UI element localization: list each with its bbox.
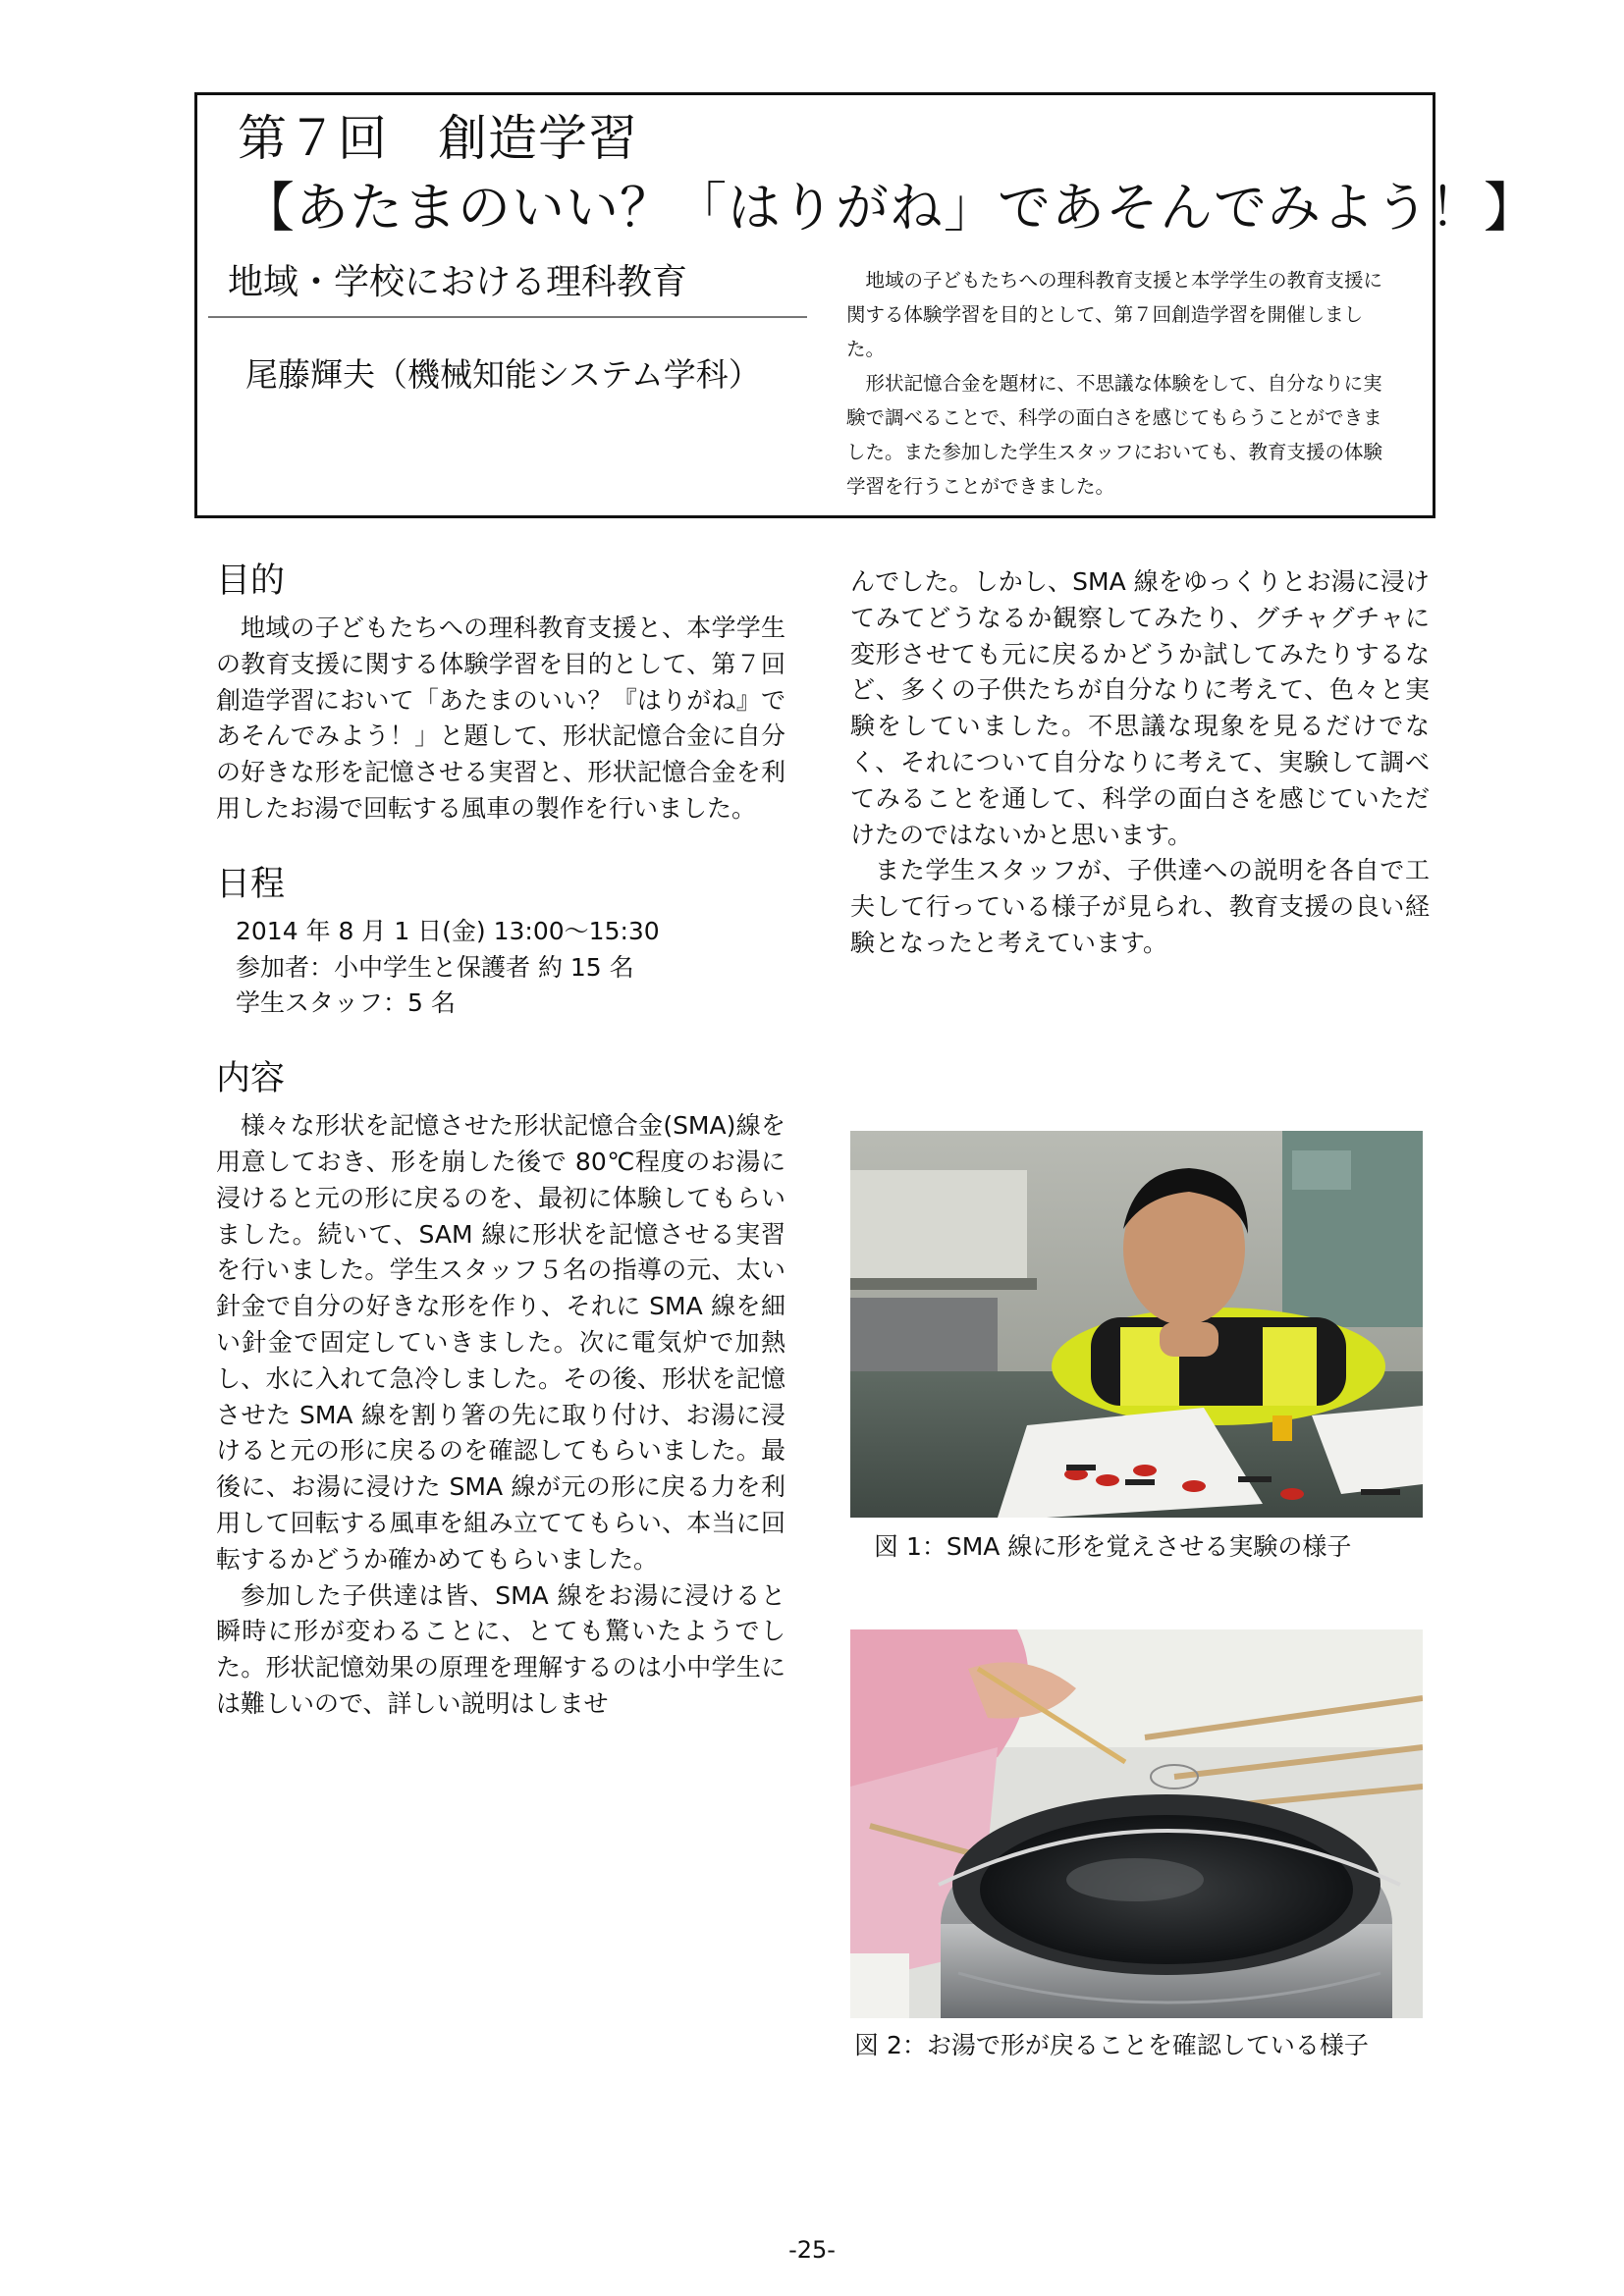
schedule-date: 2014 年 8 月 1 日(金) 13:00～15:30 [236,916,660,945]
author: 尾藤輝夫（機械知能システム学科） [245,355,761,394]
schedule-participants: 参加者：小中学生と保護者 約 15 名 [236,952,634,982]
photo-child-experiment [850,1131,1423,1518]
figure-1-caption: 図 1：SMA 線に形を覚えさせる実験の様子 [874,1532,1352,1561]
photo-hot-water-pot [850,1629,1423,2018]
figure-2-caption: 図 2：お湯で形が戻ることを確認している様子 [854,2031,1369,2059]
page-title-line2: 【あたまのいい？「はりがね」であそんでみよう！】 [242,177,1538,239]
figure-2-photo [850,1629,1423,2018]
section-heading-schedule: 日程 [216,864,286,904]
content-paragraph: 様々な形状を記憶させた形状記憶合金(SMA)線を用意しておき、形を崩した後で 80℃程度のお湯に浸けると元の形に戻るのを、最初に体験してもらいました。続いて、SAM 線に形状を記憶させる実習を行いました。学生スタッフ５名の指導の元、太い針金で自分の好きな形を作り、それに SMA 線を細い針金で固定していきました。次に電気炉で加熱し、水に入れて急冷しました。その後、形状を記憶させた SMA 線を割り箸の先に取り付け、お湯に浸けると元の形に戻るのを確認してもらいました。最後に、お湯に浸けた SMA 線が元の形に戻る力を利用して回転する風車を組み立ててもらい、本当に回転するかどうか確かめてもらいました。 [216,1111,785,1574]
purpose-paragraph: 地域の子どもたちへの理科教育支援と、本学学生の教育支援に関する体験学習を目的として、第７回創造学習において「あたまのいい？『はりがね』であそんでみよう！」と題して、形状記憶合金に自分の好きな形を記憶させる実習と、形状記憶合金を利用したお湯で回転する風車の製作を行いました。 [216,614,785,823]
right-column [850,564,1430,962]
page-title-line1: 第７回 創造学習 [238,110,638,167]
section-heading-content: 内容 [216,1059,286,1099]
figure-1-photo [850,1131,1423,1518]
left-column [216,558,785,1723]
abstract-paragraph: 形状記憶合金を題材に、不思議な体験をして、自分なりに実験で調べることで、科学の面白さを感じてもらうことができました。また参加した学生スタッフにおいても、教育支援の体験学習を行うことができました。 [846,372,1383,498]
content-paragraph: 参加した子供達は皆、SMA 線をお湯に浸けると瞬時に形が変わることに、とても驚いたようでした。形状記憶効果の原理を理解するのは小中学生には難しいので、詳しい説明はしませ [216,1580,785,1718]
content-paragraph-last: また学生スタッフが、子供達への説明を各自で工夫して行っている様子が見られ、教育支援の良い経験となったと考えています。 [850,856,1430,957]
section-heading-purpose: 目的 [216,561,286,601]
schedule-staff: 学生スタッフ：5 名 [236,988,456,1018]
content-body-continued [850,564,1430,962]
content-body [216,1108,785,1723]
subtitle-divider [208,316,807,318]
purpose-body [216,611,785,828]
subtitle: 地域・学校における理科教育 [228,262,688,302]
abstract [846,263,1396,504]
schedule-list [236,914,785,1022]
abstract-paragraph: 地域の子どもたちへの理科教育支援と本学学生の教育支援に関する体験学習を目的として、第７回創造学習を開催しました。 [846,269,1383,360]
page-number: -25- [788,2236,836,2264]
content-continuation: んでした。しかし、SMA 線をゆっくりとお湯に浸けてみてどうなるか観察してみたり、グチャグチャに変形させても元に戻るかどうか試してみたりするなど、多くの子供たちが自分なりに考えて、色々と実験をしていました。不思議な現象を見るだけでなく、それについて自分なりに考えて、実験して調べてみることを通して、科学の面白さを感じていただけたのではないかと思います。 [850,567,1430,849]
